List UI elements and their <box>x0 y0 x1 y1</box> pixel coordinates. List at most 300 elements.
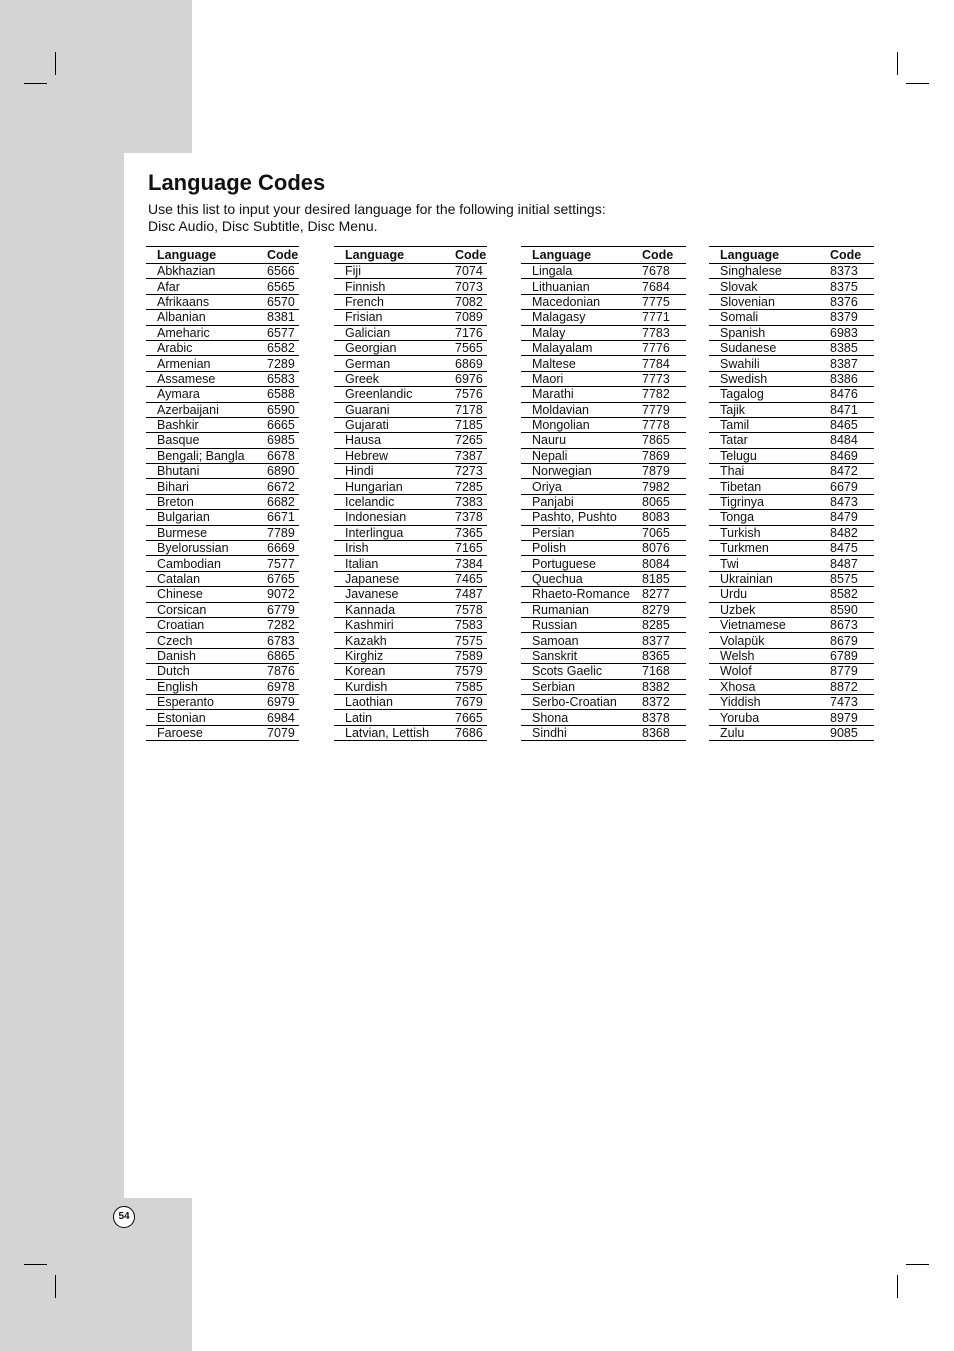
table-row <box>334 417 487 432</box>
table-row <box>709 710 874 725</box>
language-code: 7686 <box>455 725 487 740</box>
language-name: Chinese <box>146 587 267 602</box>
table-row <box>709 448 874 463</box>
table-row <box>709 387 874 402</box>
table-row <box>334 433 487 448</box>
language-name: Sudanese <box>709 340 830 355</box>
language-name: Oriya <box>521 479 642 494</box>
language-name: Tamil <box>709 417 830 432</box>
language-name: Telugu <box>709 448 830 463</box>
language-code: 7771 <box>642 310 686 325</box>
language-code: 7589 <box>455 648 487 663</box>
language-name: Russian <box>521 617 642 632</box>
table-row <box>146 448 299 463</box>
table-row <box>709 340 874 355</box>
language-code: 8378 <box>642 710 686 725</box>
language-code: 7577 <box>267 556 299 571</box>
language-code: 7265 <box>455 433 487 448</box>
table-header-row <box>334 247 487 264</box>
language-name: Swedish <box>709 371 830 386</box>
header-code: Code <box>642 247 686 264</box>
table-row <box>521 294 686 309</box>
language-name: Greenlandic <box>334 387 455 402</box>
language-code: 8185 <box>642 571 686 586</box>
language-name: Guarani <box>334 402 455 417</box>
language-code: 8872 <box>830 679 874 694</box>
language-table-3 <box>521 246 686 741</box>
language-code: 8377 <box>642 633 686 648</box>
language-name: Afrikaans <box>146 294 267 309</box>
language-name: Sanskrit <box>521 648 642 663</box>
table-row <box>146 479 299 494</box>
table-row <box>146 679 299 694</box>
language-name: Pashto, Pushto <box>521 510 642 525</box>
table-header-row <box>146 247 299 264</box>
language-code: 6779 <box>267 602 299 617</box>
table-row <box>146 433 299 448</box>
language-name: Latvian, Lettish <box>334 725 455 740</box>
language-name: Swahili <box>709 356 830 371</box>
table-row <box>146 294 299 309</box>
language-name: Danish <box>146 648 267 663</box>
language-code: 6582 <box>267 340 299 355</box>
header-code: Code <box>267 248 299 262</box>
language-name: Turkmen <box>709 541 830 556</box>
table-row <box>334 464 487 479</box>
language-name: Arabic <box>146 340 267 355</box>
table-row <box>146 525 299 540</box>
language-code: 7783 <box>642 325 686 340</box>
language-name: Italian <box>334 556 455 571</box>
margin-band-top <box>0 0 192 153</box>
language-code: 7773 <box>642 371 686 386</box>
language-name: Kannada <box>334 602 455 617</box>
table-row <box>521 694 686 709</box>
language-name: Cambodian <box>146 556 267 571</box>
language-code: 7879 <box>642 464 686 479</box>
language-name: Bashkir <box>146 417 267 432</box>
language-code: 6985 <box>267 433 299 448</box>
table-row <box>709 264 874 279</box>
language-name: Faroese <box>146 725 267 740</box>
language-name: Malay <box>521 325 642 340</box>
language-name: Serbo-Croatian <box>521 694 642 709</box>
language-name: Bengali; Bangla <box>146 448 267 463</box>
language-code: 8484 <box>830 433 874 448</box>
language-name: Maltese <box>521 356 642 371</box>
language-code: 8279 <box>642 602 686 617</box>
language-code: 8373 <box>830 264 874 279</box>
language-name: English <box>146 679 267 694</box>
table-header-row <box>521 247 686 264</box>
language-code: 8084 <box>642 556 686 571</box>
language-name: Laothian <box>334 694 455 709</box>
table-row <box>709 694 874 709</box>
language-code: 8473 <box>830 494 874 509</box>
language-name: Nepali <box>521 448 642 463</box>
language-code: 7289 <box>267 356 299 371</box>
table-row <box>146 510 299 525</box>
language-name: Moldavian <box>521 402 642 417</box>
language-code: 8381 <box>267 310 299 325</box>
table-row <box>709 371 874 386</box>
table-row <box>146 325 299 340</box>
language-code: 7168 <box>642 664 686 679</box>
language-code: 7176 <box>455 325 487 340</box>
language-name: Samoan <box>521 633 642 648</box>
table-row <box>146 387 299 402</box>
table-row <box>521 679 686 694</box>
crop-mark-tr-v <box>897 52 898 75</box>
language-name: Sindhi <box>521 725 642 740</box>
language-name: Slovenian <box>709 294 830 309</box>
table-row <box>709 417 874 432</box>
language-name: Galician <box>334 325 455 340</box>
language-name: Javanese <box>334 587 455 602</box>
table-row <box>521 387 686 402</box>
table-row <box>709 479 874 494</box>
table-row <box>521 710 686 725</box>
table-row <box>334 325 487 340</box>
table-row <box>709 402 874 417</box>
language-code: 7869 <box>642 448 686 463</box>
language-code: 6983 <box>830 325 874 340</box>
language-name: Scots Gaelic <box>521 664 642 679</box>
language-name: Korean <box>334 664 455 679</box>
table-row <box>334 587 487 602</box>
table-row <box>709 279 874 294</box>
table-row <box>521 356 686 371</box>
table-row <box>709 356 874 371</box>
language-name: Kazakh <box>334 633 455 648</box>
language-code: 6679 <box>830 479 874 494</box>
header-language: Language <box>146 247 267 264</box>
language-name: Albanian <box>146 310 267 325</box>
table-row <box>709 571 874 586</box>
language-code: 7576 <box>455 387 487 402</box>
language-code: 6865 <box>267 648 299 663</box>
crop-mark-bl-h <box>24 1264 47 1265</box>
language-name: Portuguese <box>521 556 642 571</box>
crop-mark-tr-h <box>906 83 929 84</box>
table-row <box>334 541 487 556</box>
language-code: 8472 <box>830 464 874 479</box>
language-name: Hausa <box>334 433 455 448</box>
table-row <box>709 602 874 617</box>
table-row <box>521 725 686 740</box>
table-row <box>521 310 686 325</box>
language-name: Welsh <box>709 648 830 663</box>
table-row <box>709 494 874 509</box>
language-code: 7665 <box>455 710 487 725</box>
table-row <box>709 294 874 309</box>
language-code: 6682 <box>267 494 299 509</box>
language-name: Interlingua <box>334 525 455 540</box>
language-code: 8076 <box>642 541 686 556</box>
table-row <box>521 479 686 494</box>
language-code: 6566 <box>267 264 299 279</box>
language-name: Malayalam <box>521 340 642 355</box>
language-code: 6565 <box>267 279 299 294</box>
language-table-1 <box>146 246 299 741</box>
language-name: French <box>334 294 455 309</box>
language-name: Uzbek <box>709 602 830 617</box>
language-code: 8590 <box>830 602 874 617</box>
language-code: 7365 <box>455 525 487 540</box>
table-row <box>334 294 487 309</box>
language-name: Dutch <box>146 664 267 679</box>
table-row <box>521 617 686 632</box>
language-name: Slovak <box>709 279 830 294</box>
table-row <box>521 448 686 463</box>
language-name: Quechua <box>521 571 642 586</box>
language-code: 7387 <box>455 448 487 463</box>
language-name: Lithuanian <box>521 279 642 294</box>
language-name: Marathi <box>521 387 642 402</box>
language-name: Hebrew <box>334 448 455 463</box>
table-row <box>521 525 686 540</box>
language-code: 7565 <box>455 340 487 355</box>
page-title: Language Codes <box>148 170 326 195</box>
language-name: Maori <box>521 371 642 386</box>
language-name: Icelandic <box>334 494 455 509</box>
table-row <box>709 648 874 663</box>
table-row <box>334 633 487 648</box>
table-row <box>146 725 299 740</box>
language-code: 7775 <box>642 294 686 309</box>
language-name: Greek <box>334 371 455 386</box>
language-code: 8482 <box>830 525 874 540</box>
language-name: Shona <box>521 710 642 725</box>
table-row <box>146 617 299 632</box>
language-name: Catalan <box>146 571 267 586</box>
language-name: Turkish <box>709 525 830 540</box>
table-row <box>521 433 686 448</box>
language-code: 7383 <box>455 494 487 509</box>
table-row <box>709 556 874 571</box>
language-code: 6671 <box>267 510 299 525</box>
language-name: Kurdish <box>334 679 455 694</box>
language-name: Indonesian <box>334 510 455 525</box>
language-name: Tagalog <box>709 387 830 402</box>
language-code: 8673 <box>830 617 874 632</box>
language-name: Czech <box>146 633 267 648</box>
language-name: Azerbaijani <box>146 402 267 417</box>
table-row <box>334 448 487 463</box>
table-row <box>334 694 487 709</box>
table-row <box>146 279 299 294</box>
table-row <box>146 633 299 648</box>
language-code: 8679 <box>830 633 874 648</box>
table-row <box>334 664 487 679</box>
language-name: Wolof <box>709 664 830 679</box>
table-row <box>146 340 299 355</box>
language-name: Panjabi <box>521 494 642 509</box>
language-code: 8285 <box>642 617 686 632</box>
language-code: 8479 <box>830 510 874 525</box>
language-name: Yoruba <box>709 710 830 725</box>
language-name: Volapük <box>709 633 830 648</box>
intro-text <box>148 201 708 234</box>
table-row <box>334 571 487 586</box>
table-row <box>709 633 874 648</box>
language-code: 8375 <box>830 279 874 294</box>
table-row <box>709 464 874 479</box>
language-name: Abkhazian <box>146 264 267 279</box>
language-name: Afar <box>146 279 267 294</box>
language-code: 7575 <box>455 633 487 648</box>
table-row <box>521 541 686 556</box>
table-row <box>334 340 487 355</box>
language-code: 6577 <box>267 325 299 340</box>
language-name: Rhaeto-Romance <box>521 587 642 602</box>
table-row <box>146 402 299 417</box>
language-name: Hindi <box>334 464 455 479</box>
language-name: Fiji <box>334 264 455 279</box>
language-code: 8979 <box>830 710 874 725</box>
language-code: 7784 <box>642 356 686 371</box>
language-code: 6665 <box>267 417 299 432</box>
table-row <box>146 264 299 279</box>
table-row <box>521 494 686 509</box>
language-name: Byelorussian <box>146 541 267 556</box>
language-name: Kashmiri <box>334 617 455 632</box>
language-code: 8368 <box>642 725 686 740</box>
language-code: 8372 <box>642 694 686 709</box>
language-code: 7065 <box>642 525 686 540</box>
language-code: 7165 <box>455 541 487 556</box>
crop-mark-tl-h <box>24 83 47 84</box>
table-row <box>146 417 299 432</box>
table-row <box>709 617 874 632</box>
language-name: Nauru <box>521 433 642 448</box>
table-row <box>146 494 299 509</box>
language-name: Bulgarian <box>146 510 267 525</box>
language-code: 7378 <box>455 510 487 525</box>
table-row <box>521 264 686 279</box>
language-name: Zulu <box>709 725 830 740</box>
language-code: 6984 <box>267 710 299 725</box>
language-name: Mongolian <box>521 417 642 432</box>
language-name: Georgian <box>334 340 455 355</box>
language-code: 8065 <box>642 494 686 509</box>
table-row <box>521 571 686 586</box>
language-code: 7178 <box>455 402 487 417</box>
language-code: 6869 <box>455 356 487 371</box>
language-code: 8582 <box>830 587 874 602</box>
language-name: Lingala <box>521 264 642 279</box>
language-name: Breton <box>146 494 267 509</box>
language-code: 7782 <box>642 387 686 402</box>
table-row <box>334 387 487 402</box>
language-code: 7776 <box>642 340 686 355</box>
language-code: 7073 <box>455 279 487 294</box>
table-row <box>521 417 686 432</box>
language-code: 6765 <box>267 571 299 586</box>
table-row <box>146 602 299 617</box>
language-code: 8382 <box>642 679 686 694</box>
language-code: 8083 <box>642 510 686 525</box>
table-row <box>521 279 686 294</box>
language-name: Tajik <box>709 402 830 417</box>
header-language: Language <box>709 247 830 264</box>
language-code: 7876 <box>267 664 299 679</box>
table-row <box>709 725 874 740</box>
table-row <box>709 310 874 325</box>
language-name: Gujarati <box>334 417 455 432</box>
language-code: 6588 <box>267 387 299 402</box>
table-row <box>334 556 487 571</box>
language-name: Esperanto <box>146 694 267 709</box>
language-code: 7583 <box>455 617 487 632</box>
language-code: 7579 <box>455 664 487 679</box>
table-row <box>146 464 299 479</box>
language-table-4 <box>709 246 874 741</box>
header-code: Code <box>830 247 874 264</box>
language-code: 6590 <box>267 402 299 417</box>
language-code: 6678 <box>267 448 299 463</box>
table-row <box>521 464 686 479</box>
table-row <box>334 479 487 494</box>
language-code: 8465 <box>830 417 874 432</box>
language-table-2 <box>334 246 487 741</box>
language-code: 8469 <box>830 448 874 463</box>
language-code: 7273 <box>455 464 487 479</box>
language-code: 6979 <box>267 694 299 709</box>
language-name: Assamese <box>146 371 267 386</box>
intro-line-2: Disc Audio, Disc Subtitle, Disc Menu. <box>148 217 378 234</box>
language-code: 8386 <box>830 371 874 386</box>
language-code: 8387 <box>830 356 874 371</box>
table-row <box>521 633 686 648</box>
table-row <box>146 587 299 602</box>
language-name: Hungarian <box>334 479 455 494</box>
language-code: 7779 <box>642 402 686 417</box>
table-row <box>334 310 487 325</box>
language-name: Tatar <box>709 433 830 448</box>
language-name: Macedonian <box>521 294 642 309</box>
language-code: 6672 <box>267 479 299 494</box>
language-name: Ameharic <box>146 325 267 340</box>
language-code: 7789 <box>267 525 299 540</box>
table-row <box>334 710 487 725</box>
language-code: 7285 <box>455 479 487 494</box>
language-name: Persian <box>521 525 642 540</box>
language-name: Basque <box>146 433 267 448</box>
language-code: 7865 <box>642 433 686 448</box>
table-row <box>709 525 874 540</box>
table-row <box>334 402 487 417</box>
language-name: Burmese <box>146 525 267 540</box>
language-code: 8376 <box>830 294 874 309</box>
margin-band-side <box>0 153 124 1198</box>
table-row <box>709 325 874 340</box>
language-code: 6976 <box>455 371 487 386</box>
language-code: 6978 <box>267 679 299 694</box>
table-row <box>521 587 686 602</box>
margin-band-bottom <box>0 1198 192 1351</box>
language-name: Rumanian <box>521 602 642 617</box>
language-code: 8379 <box>830 310 874 325</box>
crop-mark-tl-v <box>55 52 56 75</box>
language-code: 7585 <box>455 679 487 694</box>
language-code: 7384 <box>455 556 487 571</box>
language-code: 6669 <box>267 541 299 556</box>
language-code: 8277 <box>642 587 686 602</box>
table-row <box>709 433 874 448</box>
table-row <box>709 679 874 694</box>
language-name: Xhosa <box>709 679 830 694</box>
